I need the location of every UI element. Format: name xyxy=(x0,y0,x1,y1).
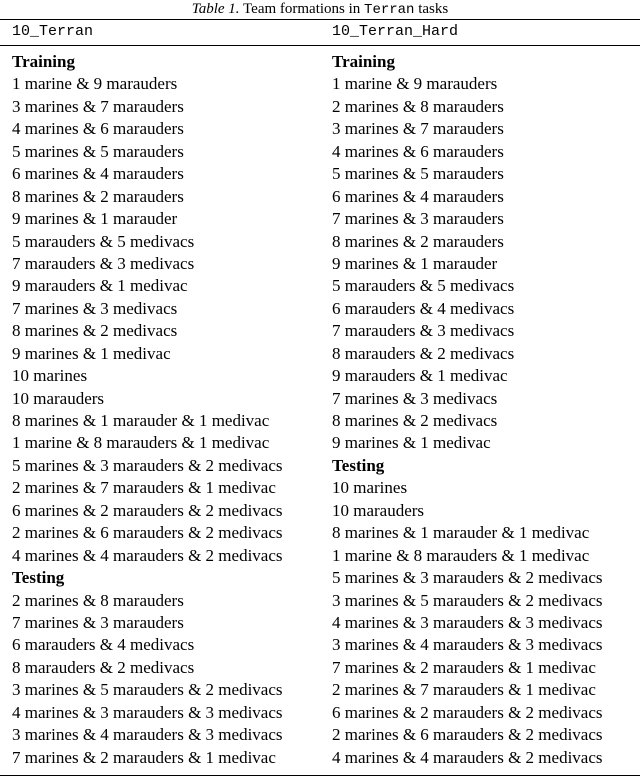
table-row: 6 marines & 2 marauders & 2 medivacs xyxy=(12,500,283,520)
table-row: 3 marines & 4 marauders & 3 medivacs xyxy=(12,725,283,745)
table-row: 8 marines & 2 marauders xyxy=(332,231,504,251)
table-row: 7 marines & 2 marauders & 1 medivac xyxy=(12,747,276,767)
table-caption-text-before: Team formations in xyxy=(239,1,365,17)
table-row: 3 marines & 5 marauders & 2 medivacs xyxy=(12,680,283,700)
table-row: 2 marines & 8 marauders xyxy=(332,96,504,116)
table-row: 9 marines & 1 medivac xyxy=(332,433,491,453)
table-row: 6 marauders & 4 medivacs xyxy=(12,635,195,655)
table-row: 2 marines & 8 marauders xyxy=(12,590,184,610)
table-row: 6 marines & 4 marauders xyxy=(12,164,184,184)
table-row: 1 marine & 8 marauders & 1 medivac xyxy=(332,545,590,565)
table-row: 4 marines & 3 marauders & 3 medivacs xyxy=(12,702,283,722)
table-row: 6 marines & 4 marauders xyxy=(332,186,504,206)
section-heading: Training xyxy=(12,52,75,71)
table-caption-label: Table 1. xyxy=(191,1,240,17)
table-row: 7 marauders & 3 medivacs xyxy=(12,253,195,273)
table-row: 4 marines & 6 marauders xyxy=(332,141,504,161)
section-heading: Testing xyxy=(12,568,65,588)
table-row: 2 marines & 7 marauders & 1 medivac xyxy=(12,478,276,498)
table-row: 3 marines & 5 marauders & 2 medivacs xyxy=(332,590,603,610)
table-row: 8 marines & 2 marauders xyxy=(12,186,184,206)
table-row: 10 marauders xyxy=(332,500,425,520)
table-row: 4 marines & 6 marauders xyxy=(12,119,184,139)
table-row: 4 marines & 3 marauders & 3 medivacs xyxy=(332,612,603,632)
table-row: 5 marines & 5 marauders xyxy=(12,141,184,161)
table-row: 3 marines & 7 marauders xyxy=(332,119,504,139)
table-row: 9 marines & 1 marauder xyxy=(12,209,178,229)
column-header-10-terran: 10_Terran xyxy=(12,23,94,40)
table-row: 7 marines & 3 marauders xyxy=(12,612,184,632)
column-rows-10-terran-hard xyxy=(332,51,603,769)
table-row: 6 marines & 2 marauders & 2 medivacs xyxy=(332,702,603,722)
table-row: 9 marauders & 1 medivac xyxy=(12,276,188,296)
table-row: 8 marines & 1 marauder & 1 medivac xyxy=(332,523,590,543)
table-row: 10 marauders xyxy=(12,388,105,408)
table-row: 5 marines & 3 marauders & 2 medivacs xyxy=(332,568,603,588)
table-row: 6 marauders & 4 medivacs xyxy=(332,298,515,318)
column-rows-10-terran xyxy=(12,51,283,769)
section-heading: Testing xyxy=(332,455,385,475)
table-row: 10 marines xyxy=(332,478,408,498)
table-row: 2 marines & 7 marauders & 1 medivac xyxy=(332,680,596,700)
table-row: 7 marines & 3 medivacs xyxy=(12,298,178,318)
table-row: 9 marines & 1 marauder xyxy=(332,253,498,273)
table-row: 4 marines & 4 marauders & 2 medivacs xyxy=(332,747,603,767)
table-row: 1 marine & 9 marauders xyxy=(12,74,178,94)
table-header-rule xyxy=(0,45,640,46)
section-heading: Training xyxy=(332,52,395,71)
table-row: 8 marauders & 2 medivacs xyxy=(332,343,515,363)
table-row: 7 marauders & 3 medivacs xyxy=(332,321,515,341)
table-row: 7 marines & 2 marauders & 1 medivac xyxy=(332,657,596,677)
table-row: 1 marine & 9 marauders xyxy=(332,74,498,94)
table-row: 2 marines & 6 marauders & 2 medivacs xyxy=(12,523,283,543)
table-row: 5 marines & 3 marauders & 2 medivacs xyxy=(12,455,283,475)
table-caption xyxy=(0,0,640,19)
table-row: 7 marines & 3 medivacs xyxy=(332,388,498,408)
table-row: 3 marines & 7 marauders xyxy=(12,96,184,116)
table-row: 8 marauders & 2 medivacs xyxy=(12,657,195,677)
table-row: 5 marauders & 5 medivacs xyxy=(332,276,515,296)
table-row: 8 marines & 1 marauder & 1 medivac xyxy=(12,411,270,430)
column-header-10-terran-hard: 10_Terran_Hard xyxy=(332,23,459,40)
table-row: 7 marines & 3 marauders xyxy=(332,209,504,229)
table-row: 5 marauders & 5 medivacs xyxy=(12,231,195,251)
table-row: 9 marauders & 1 medivac xyxy=(332,366,508,386)
table-row: 9 marines & 1 medivac xyxy=(12,343,171,363)
table-row: 2 marines & 6 marauders & 2 medivacs xyxy=(332,725,603,745)
table-row: 10 marines xyxy=(12,366,88,386)
table-row: 8 marines & 2 medivacs xyxy=(12,321,178,341)
table-row: 5 marines & 5 marauders xyxy=(332,164,504,184)
table-caption-code: Terran xyxy=(364,2,415,18)
table-caption-text-after: tasks xyxy=(414,1,449,17)
table-row: 4 marines & 4 marauders & 2 medivacs xyxy=(12,545,283,565)
table-row: 8 marines & 2 medivacs xyxy=(332,411,498,430)
table-row: 3 marines & 4 marauders & 3 medivacs xyxy=(332,635,603,655)
table-top-rule xyxy=(0,19,640,20)
table-row: 1 marine & 8 marauders & 1 medivac xyxy=(12,433,270,453)
table-bottom-rule xyxy=(0,775,640,776)
